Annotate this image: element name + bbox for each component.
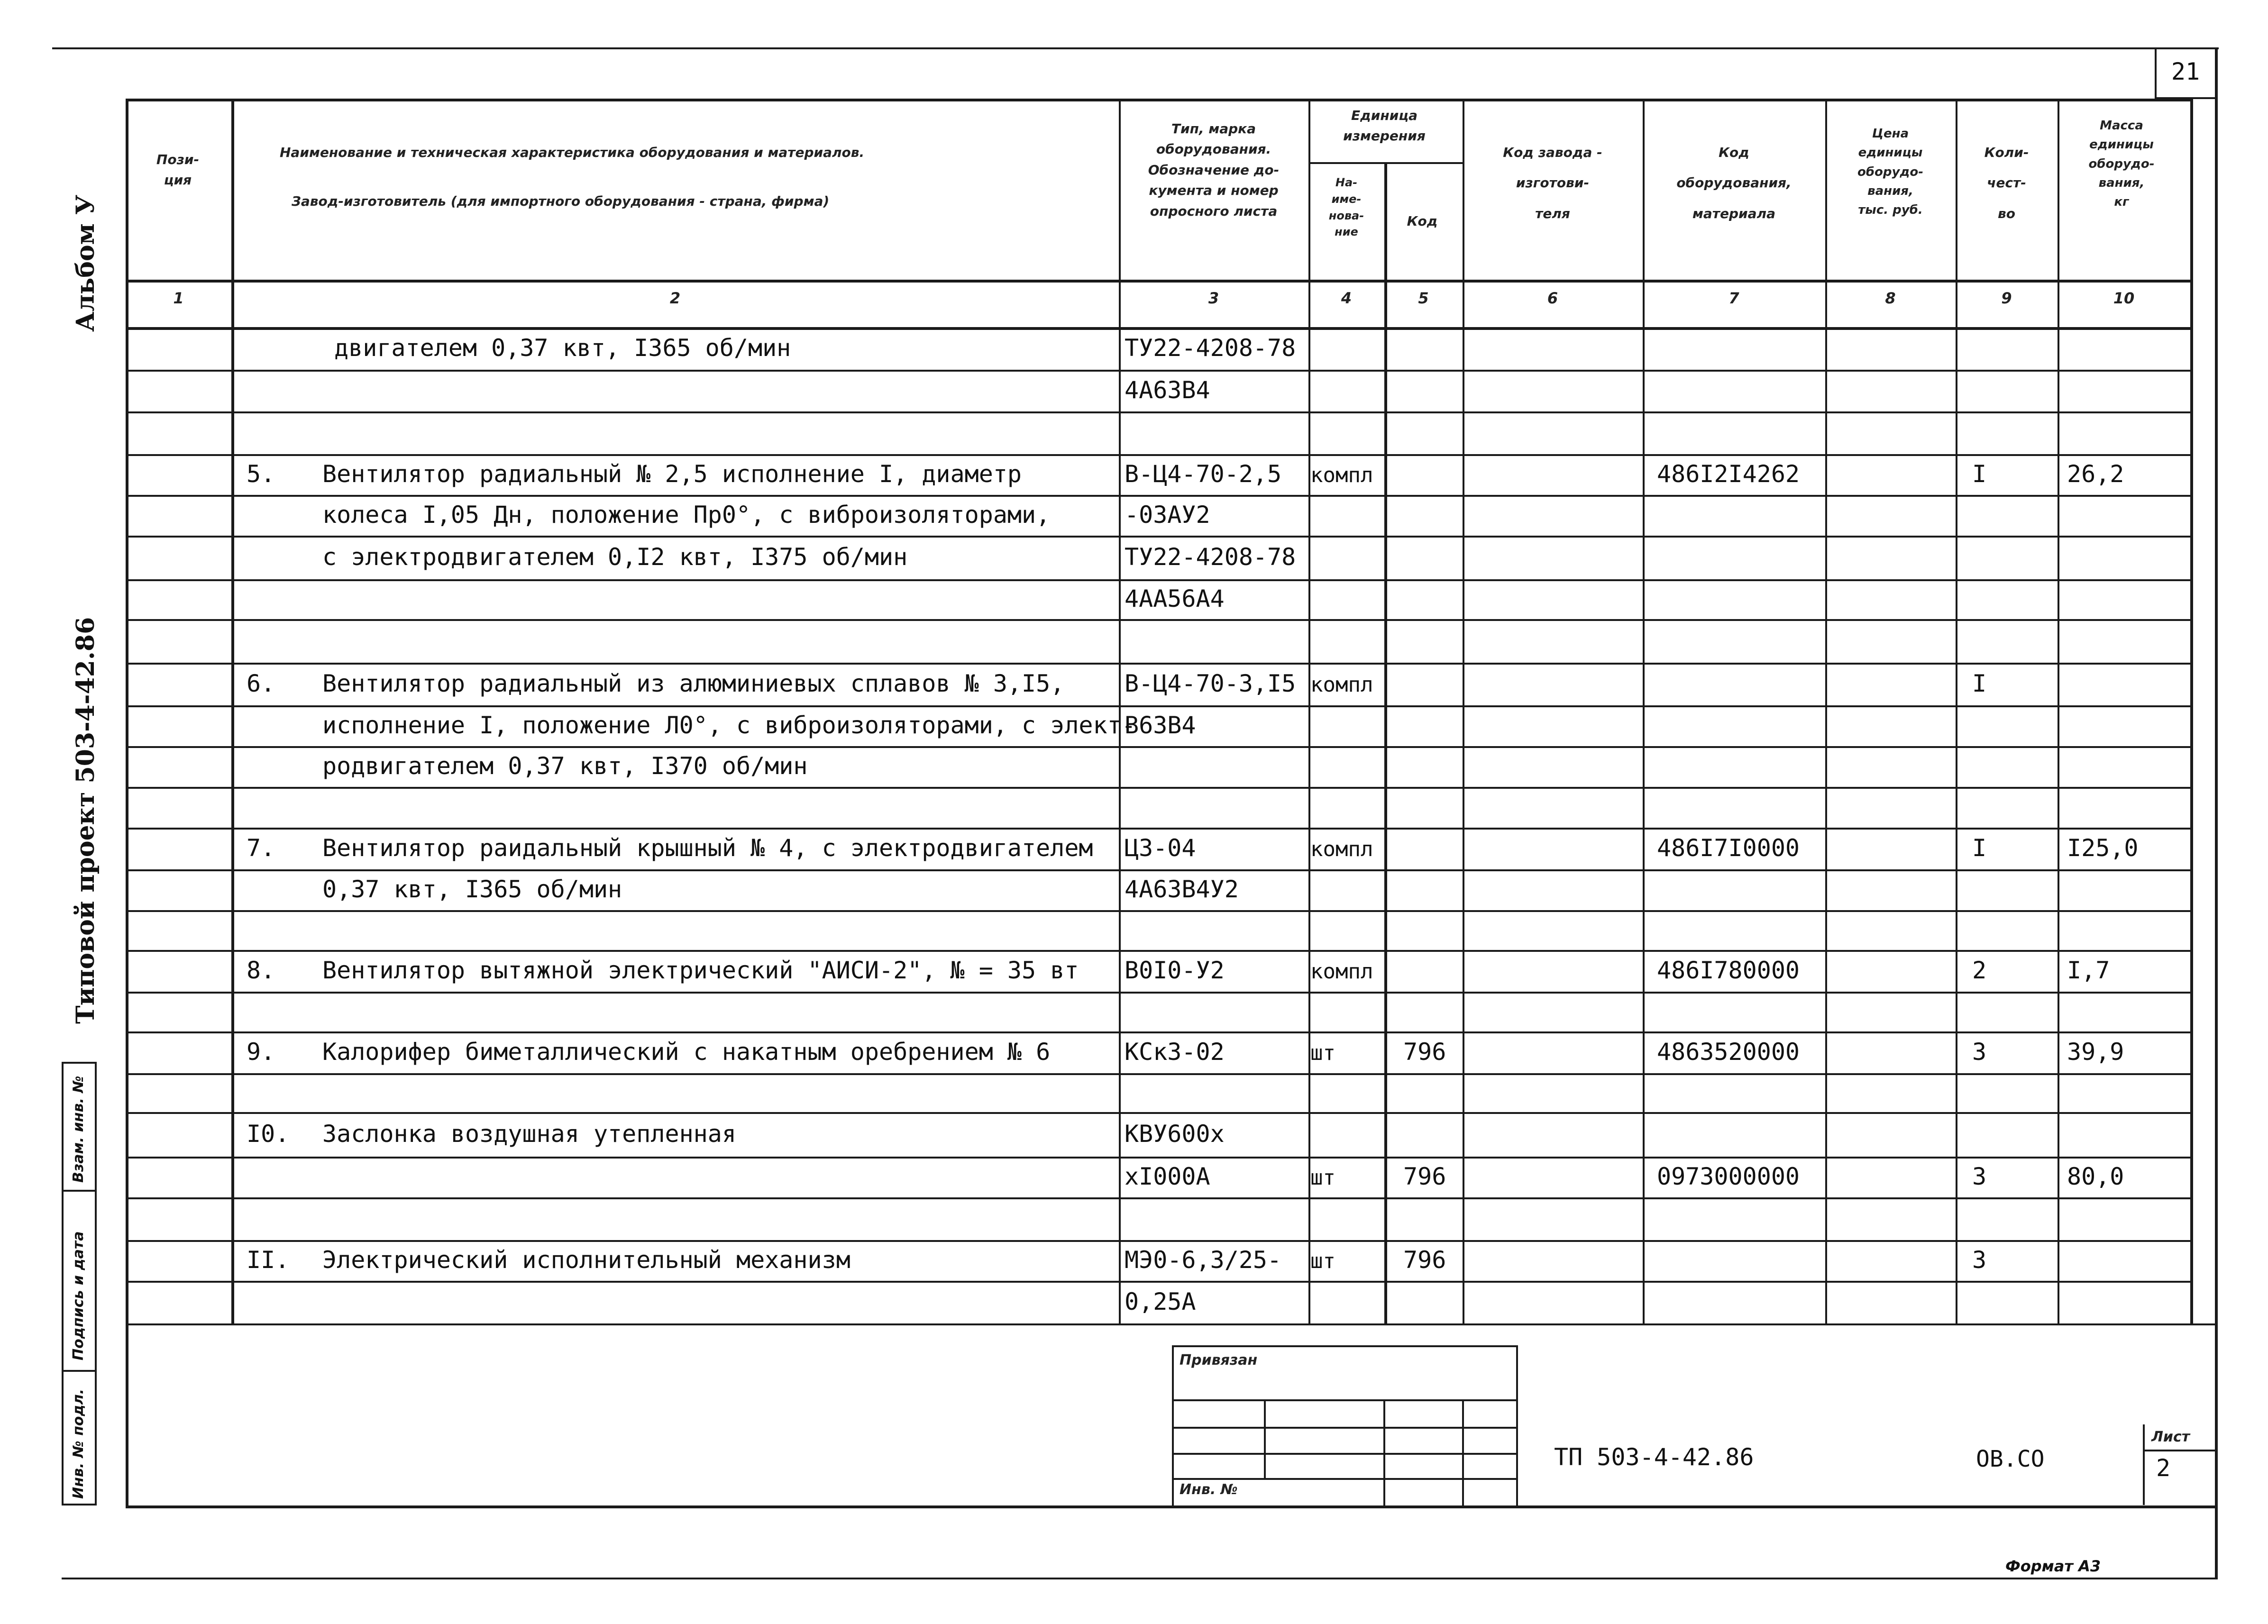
type-cell: В-Ц4-70-3,I5: [1125, 670, 1296, 697]
mass-cell: 26,2: [2067, 460, 2124, 488]
row-line-20: [126, 1157, 2190, 1159]
col-line-2: [1119, 99, 1121, 1323]
col-line-10: [2190, 99, 2193, 1323]
stamp-attached-label: Привязан: [1180, 1352, 1258, 1369]
row-line-9: [126, 705, 2190, 707]
mass-cell: I,7: [2067, 957, 2110, 984]
unit-cell: компл: [1310, 463, 1373, 487]
stamp-sheet-box-mid: [2143, 1450, 2217, 1451]
row-line-16: [126, 992, 2190, 994]
unit-code-cell: 796: [1403, 1246, 1446, 1274]
unit-cell: шт: [1310, 1166, 1335, 1190]
header-factory-code: Код завода - изготови- теля: [1503, 145, 1602, 221]
table-left-line: [126, 99, 128, 1505]
equipment-code-cell: 486I7I0000: [1657, 834, 1800, 862]
col-number-2: 2: [669, 289, 681, 307]
header-unit-name: На- име- нова- ние: [1328, 176, 1364, 239]
quantity-cell: 3: [1972, 1038, 1987, 1066]
header-bottom-line: [126, 280, 2190, 283]
strip-label-sign: Подпись и дата: [70, 1231, 87, 1360]
name-cell: Вентилятор раидальный крышный № 4, с электродвигателем: [322, 834, 1093, 862]
row-line-14: [126, 910, 2190, 912]
stamp-sheet-box-left: [2143, 1424, 2145, 1505]
row-line-22: [126, 1240, 2190, 1242]
frame-inner-bottom-line: [126, 1505, 2215, 1508]
body-bottom-line: [126, 1323, 2215, 1325]
type-cell: Ц3-04: [1125, 834, 1196, 862]
stamp-sheet-value: 2: [2156, 1454, 2171, 1482]
header-price: Цена единицы оборудо- вания, тыс. руб.: [1857, 127, 1924, 218]
row-line-8: [126, 663, 2190, 665]
mass-cell: 80,0: [2067, 1163, 2124, 1190]
stamp-doc-code: ТП 503-4-42.86: [1554, 1443, 1754, 1471]
quantity-cell: 3: [1972, 1246, 1987, 1274]
header-unit-group: Единица измерения: [1343, 108, 1426, 144]
col-number-9: 9: [2001, 289, 2012, 307]
side-label-project: Типовой проект 503-4-42.86: [71, 617, 100, 1024]
type-cell: КВУ600х: [1125, 1120, 1225, 1148]
pos-cell: II.: [247, 1246, 290, 1274]
header-name-line2: Завод-изготовитель (для импортного оборудования - страна, фирма): [292, 193, 830, 209]
row-line-1: [126, 370, 2190, 372]
equipment-code-cell: 486I780000: [1657, 957, 1800, 984]
col-line-4: [1384, 162, 1387, 1323]
col-number-1: 1: [173, 289, 184, 307]
col-number-3: 3: [1208, 289, 1219, 307]
type-cell: хI000А: [1125, 1163, 1210, 1190]
name-cell: Вентилятор вытяжной электрический "АИСИ-2", № = 35 вт: [322, 957, 1079, 984]
col-number-7: 7: [1728, 289, 1739, 307]
side-label-album: Альбом У: [71, 194, 100, 332]
row-line-11: [126, 787, 2190, 789]
strip-label-inv: Инв. № подл.: [70, 1388, 87, 1499]
pos-cell: 7.: [247, 834, 275, 862]
col-line-1: [231, 99, 234, 1323]
unit-cell: шт: [1310, 1249, 1335, 1273]
name-cell: Калорифер биметаллический с накатным оребрением № 6: [322, 1038, 1051, 1066]
quantity-cell: I: [1972, 670, 1987, 697]
unit-cell: шт: [1310, 1041, 1335, 1065]
row-line-2: [126, 411, 2190, 413]
stamp-attached-left: [1172, 1345, 1174, 1505]
pos-cell: 5.: [247, 460, 275, 488]
stamp-row-2: [1172, 1427, 1518, 1429]
row-line-3: [126, 454, 2190, 456]
row-line-7: [126, 619, 2190, 621]
strip-label-replace: Взам. инв. №: [70, 1076, 87, 1183]
type-cell: -03АУ2: [1125, 501, 1210, 529]
name-cell: Вентилятор радиальный из алюминиевых сплавов № 3,I5,: [322, 670, 1065, 697]
col-line-7: [1825, 99, 1827, 1323]
name-cell: родвигателем 0,37 квт, I370 об/мин: [322, 752, 808, 780]
header-unit-code: Код: [1407, 213, 1438, 229]
row-line-5: [126, 536, 2190, 538]
mass-cell: I25,0: [2067, 834, 2139, 862]
row-line-12: [126, 828, 2190, 830]
quantity-cell: I: [1972, 460, 1987, 488]
stamp-row-1: [1172, 1399, 1518, 1401]
unit-cell: компл: [1310, 673, 1373, 697]
row-line-10: [126, 746, 2190, 748]
unit-code-cell: 796: [1403, 1038, 1446, 1066]
row-line-13: [126, 869, 2190, 871]
col-number-bottom-line: [126, 327, 2190, 330]
sheet-number: 21: [2171, 58, 2200, 85]
quantity-cell: 2: [1972, 957, 1987, 984]
type-cell: В-Ц4-70-2,5: [1125, 460, 1282, 488]
col-line-8: [1956, 99, 1957, 1323]
row-line-21: [126, 1197, 2190, 1199]
unit-code-cell: 796: [1403, 1163, 1446, 1190]
row-line-23: [126, 1281, 2190, 1283]
unit-cell: компл: [1310, 837, 1373, 861]
equipment-code-cell: 4863520000: [1657, 1038, 1800, 1066]
stamp-attached-top: [1172, 1345, 1518, 1347]
header-name-line1: Наименование и техническая характеристика оборудования и материалов.: [280, 145, 865, 160]
name-cell: Электрический исполнительный механизм: [322, 1246, 850, 1274]
quantity-cell: 3: [1972, 1163, 1987, 1190]
row-line-4: [126, 495, 2190, 497]
name-cell: Заслонка воздушная утепленная: [322, 1120, 736, 1148]
stamp-col-1: [1264, 1399, 1266, 1478]
stamp-col-3: [1462, 1399, 1464, 1505]
stamp-attached-right: [1516, 1345, 1518, 1505]
table-right-outer-line: [2215, 99, 2217, 1505]
header-position: Пози- ция: [156, 152, 200, 188]
name-cell: с электродвигателем 0,I2 квт, I375 об/мин: [322, 543, 908, 571]
type-cell: 0,25А: [1125, 1288, 1196, 1315]
stamp-row-4: [1172, 1478, 1518, 1480]
name-cell: колеса I,05 Дн, положение Пр0°, с виброизоляторами,: [322, 501, 1051, 529]
stamp-section: ОВ.СО: [1976, 1446, 2045, 1472]
col-line-9: [2058, 99, 2059, 1323]
type-cell: 4АА56А4: [1125, 585, 1225, 612]
col-line-3: [1308, 99, 1310, 1323]
stamp-row-3: [1172, 1453, 1518, 1455]
col-number-5: 5: [1418, 289, 1429, 307]
type-cell: 4А63В4У2: [1125, 876, 1239, 903]
unit-cell: компл: [1310, 959, 1373, 984]
format-label: Формат А3: [2005, 1557, 2101, 1575]
col-line-5: [1463, 99, 1464, 1323]
type-cell: КСк3-02: [1125, 1038, 1225, 1066]
table-top-line: [126, 99, 2190, 101]
type-cell: В0I0-У2: [1125, 957, 1225, 984]
type-cell: МЭ0-6,3/25-: [1125, 1246, 1282, 1274]
header-quantity: Коли- чест- во: [1984, 145, 2029, 221]
name-cell: двигателем 0,37 квт, I365 об/мин: [334, 334, 791, 362]
stamp-sheet-label: Лист: [2151, 1429, 2190, 1445]
name-cell: 0,37 квт, I365 об/мин: [322, 876, 622, 903]
col-line-6: [1643, 99, 1645, 1323]
stamp-col-2: [1383, 1399, 1385, 1505]
col-number-8: 8: [1885, 289, 1896, 307]
type-cell: ТУ22-4208-78: [1125, 543, 1296, 571]
pos-cell: 8.: [247, 957, 275, 984]
equipment-code-cell: 0973000000: [1657, 1163, 1800, 1190]
col-number-6: 6: [1547, 289, 1558, 307]
row-line-6: [126, 579, 2190, 581]
name-cell: Вентилятор радиальный № 2,5 исполнение I, диаметр: [322, 460, 1022, 488]
quantity-cell: I: [1972, 834, 1987, 862]
type-cell: ТУ22-4208-78: [1125, 334, 1296, 362]
col-number-10: 10: [2113, 289, 2135, 307]
row-line-15: [126, 950, 2190, 952]
header-type: Тип, марка оборудования. Обозначение до- кумента и номер опросного листа: [1148, 121, 1280, 219]
pos-cell: I0.: [247, 1120, 290, 1148]
stamp-inv-label: Инв. №: [1180, 1481, 1238, 1498]
row-line-19: [126, 1112, 2190, 1114]
mass-cell: 39,9: [2067, 1038, 2124, 1066]
row-line-18: [126, 1073, 2190, 1075]
name-cell: исполнение I, положение Л0°, с виброизоляторами, с элект-: [322, 712, 1136, 739]
header-equipment-code: Код оборудования, материала: [1676, 145, 1792, 221]
type-cell: 4А63В4: [1125, 376, 1210, 404]
pos-cell: 9.: [247, 1038, 275, 1066]
type-cell: В63В4: [1125, 712, 1196, 739]
pos-cell: 6.: [247, 670, 275, 697]
row-line-17: [126, 1031, 2190, 1033]
header-mass: Масса единицы оборудо- вания, кг: [2088, 119, 2155, 210]
col-number-4: 4: [1341, 289, 1352, 307]
equipment-code-cell: 486I2I4262: [1657, 460, 1800, 488]
